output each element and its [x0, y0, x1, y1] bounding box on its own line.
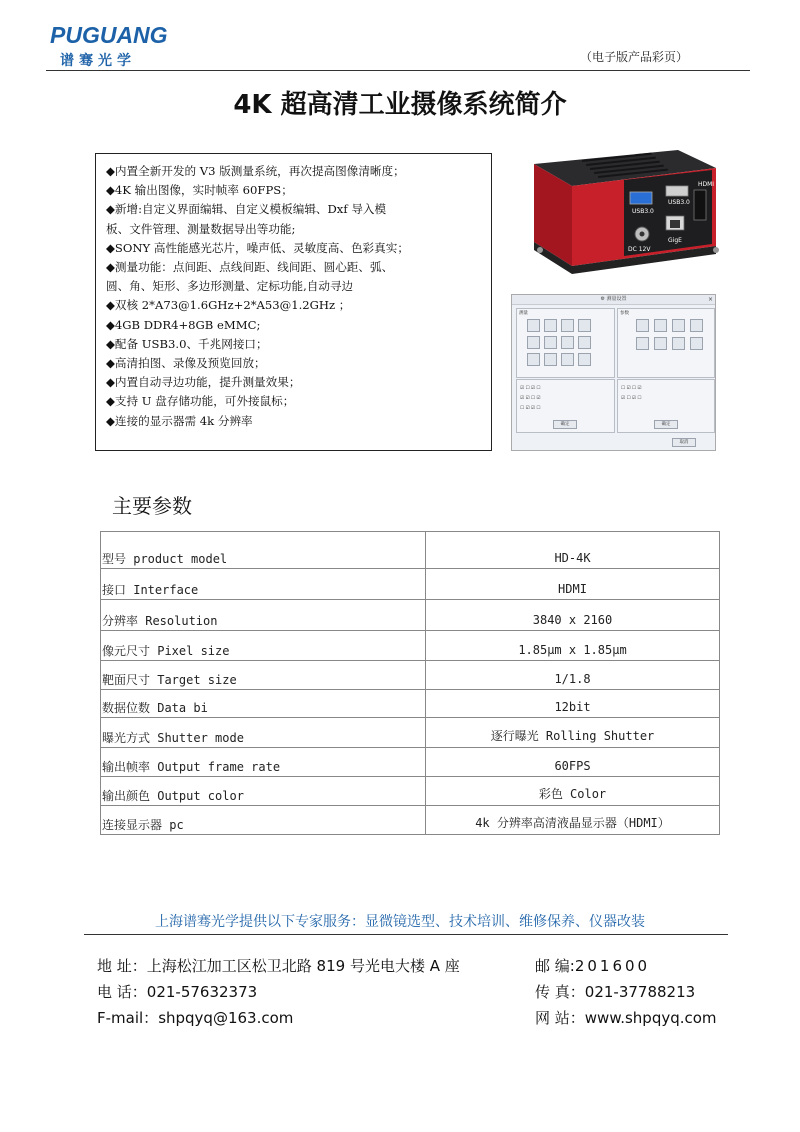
software-tool-panel-left	[516, 308, 615, 378]
spec-label: 输出帧率 Output frame rate	[101, 748, 426, 777]
spec-table	[100, 531, 720, 835]
website-value[interactable]: www.shpqyq.com	[584, 1009, 717, 1027]
fax-value: 021-37788213	[584, 983, 696, 1001]
tool-icon	[578, 336, 591, 349]
address-value: 上海松江加工区松卫北路 819 号光电大楼 A 座	[146, 957, 460, 975]
tool-icon	[527, 353, 540, 366]
contact-label: 电 话：	[97, 983, 147, 1001]
software-options-panel-right: ☐ ☑ ☐ ☑ ☑ ☐ ☑ ☐ 确定	[617, 379, 715, 433]
contact-label: 网 站：	[535, 1009, 585, 1027]
feature-item: ◆4GB DDR4+8GB eMMC;	[106, 317, 261, 332]
tool-icon	[561, 336, 574, 349]
table-row	[101, 661, 720, 690]
tool-icon	[690, 319, 703, 332]
tool-icon	[654, 337, 667, 350]
spec-label: 曝光方式 Shutter mode	[101, 718, 426, 748]
contact-label: 邮 编:	[535, 957, 575, 975]
brand-logo-text: PUGUANG	[50, 22, 168, 48]
spec-label: 连接显示器 pc	[101, 806, 426, 835]
spec-label: 像元尺寸 Pixel size	[101, 631, 426, 661]
ok-button[interactable]: 确定	[553, 420, 577, 429]
feature-item: ◆测量功能：点间距、点线间距、线间距、圆心距、弧、	[106, 260, 394, 275]
table-row	[101, 748, 720, 777]
spec-value: 12bit	[426, 690, 720, 718]
feature-item: ◆SONY 高性能感光芯片，噪声低、灵敏度高、色彩真实；	[106, 240, 409, 255]
tool-icon	[690, 337, 703, 350]
panel-caption: 测量	[519, 311, 528, 316]
table-row	[101, 569, 720, 600]
tool-icon	[561, 353, 574, 366]
tool-icon	[544, 319, 557, 332]
table-row	[101, 631, 720, 661]
zip-value: 201600	[574, 957, 651, 975]
feature-item: ◆内置全新开发的 V3 版测量系统，再次提高图像清晰度；	[106, 164, 405, 178]
tool-icon	[561, 319, 574, 332]
feature-item: ◆高清拍图、录像及预览回放；	[106, 356, 266, 371]
page-title: 4K 超高清工业摄像系统简介	[233, 90, 567, 120]
tool-icon	[672, 319, 685, 332]
section-heading: 主要参数	[112, 494, 192, 518]
table-row	[101, 806, 720, 835]
tool-icon	[527, 336, 540, 349]
header-divider	[46, 70, 750, 71]
software-screenshot	[511, 294, 716, 451]
brand-logo-chinese: 谱骞光学	[60, 53, 136, 69]
contact-zip	[535, 955, 650, 976]
spec-value: 彩色 Color	[426, 777, 720, 806]
contact-label: 地 址：	[97, 957, 147, 975]
software-window-title: ⚙ 测量设置	[512, 295, 715, 305]
table-row	[101, 718, 720, 748]
feature-item: 板、文件管理、测量数据导出等功能;	[106, 221, 296, 236]
software-tool-panel-right	[617, 308, 715, 378]
spec-label: 数据位数 Data bi	[101, 690, 426, 718]
contact-telephone	[97, 981, 257, 1002]
contact-label: 传 真：	[535, 983, 585, 1001]
tool-icon	[672, 337, 685, 350]
feature-item: ◆4K 输出图像，实时帧率 60FPS；	[106, 183, 293, 198]
spec-label: 分辨率 Resolution	[101, 600, 426, 631]
port-label: DC 12V	[628, 246, 651, 253]
feature-item: ◆双核 2*A73@1.6GHz+2*A53@1.2GHz ；	[106, 298, 351, 313]
port-label: GigE	[668, 237, 682, 244]
spec-label: 型号 product model	[101, 532, 426, 569]
feature-item: ◆支持 U 盘存储功能，可外接鼠标；	[106, 394, 295, 409]
ok-button[interactable]: 确定	[654, 420, 678, 429]
contact-fax	[535, 981, 695, 1002]
feature-item: ◆内置自动寻边功能，提升测量效果；	[106, 375, 301, 390]
spec-value: HD-4K	[426, 532, 720, 569]
contact-label: F-mail：	[97, 1009, 159, 1027]
close-icon: ×	[707, 296, 713, 303]
table-row	[101, 690, 720, 718]
tool-icon	[527, 319, 540, 332]
feature-item: 圆、角、矩形、多边形测量、定标功能,自动寻边	[106, 279, 354, 294]
spec-value: HDMI	[426, 569, 720, 600]
port-label: USB3.0	[668, 199, 690, 206]
spec-value: 逐行曝光 Rolling Shutter	[426, 718, 720, 748]
tool-icon	[544, 353, 557, 366]
contact-website	[535, 1007, 717, 1028]
contact-email	[97, 1007, 293, 1028]
contact-address	[97, 955, 460, 976]
spec-label: 接口 Interface	[101, 569, 426, 600]
software-options-panel-left: ☑ ☐ ☑ ☐ ☑ ☑ ☐ ☑ ☐ ☑ ☑ ☐ 确定	[516, 379, 615, 433]
port-label: USB3.0	[632, 208, 654, 215]
tool-icon	[654, 319, 667, 332]
panel-caption: 参数	[620, 311, 629, 316]
table-row	[101, 532, 720, 569]
spec-value: 1.85μm x 1.85μm	[426, 631, 720, 661]
tool-icon	[578, 353, 591, 366]
telephone-value: 021-57632373	[146, 983, 258, 1001]
table-row	[101, 600, 720, 631]
tool-icon	[544, 336, 557, 349]
camera-product-image	[520, 146, 720, 296]
tool-icon	[578, 319, 591, 332]
spec-value: 3840 x 2160	[426, 600, 720, 631]
services-banner	[0, 911, 800, 931]
spec-value: 4k 分辨率高清液晶显示器（HDMI）	[426, 806, 720, 835]
feature-item: ◆新增:自定义界面编辑、自定义模板编辑、Dxf 导入模	[106, 202, 387, 217]
feature-list	[106, 162, 485, 431]
cancel-button[interactable]: 取消	[672, 438, 696, 447]
spec-value: 60FPS	[426, 748, 720, 777]
spec-label: 靶面尺寸 Target size	[101, 661, 426, 690]
feature-item: ◆配备 USB3.0、千兆网接口；	[106, 336, 268, 351]
feature-box	[95, 153, 492, 451]
table-row	[101, 777, 720, 806]
port-label: HDMI	[698, 181, 715, 188]
feature-item: ◆连接的显示器需 4k 分辨率	[106, 413, 253, 428]
tool-icon	[636, 319, 649, 332]
spec-value: 1/1.8	[426, 661, 720, 690]
edition-note: （电子版产品彩页）	[580, 50, 689, 64]
footer-divider	[84, 934, 728, 935]
email-value[interactable]: shpqyq@163.com	[158, 1009, 294, 1027]
spec-label: 输出颜色 Output color	[101, 777, 426, 806]
tool-icon	[636, 337, 649, 350]
services-text: 上海谱骞光学提供以下专家服务：显微镜选型、技术培训、维修保养、仪器改装	[155, 914, 645, 930]
